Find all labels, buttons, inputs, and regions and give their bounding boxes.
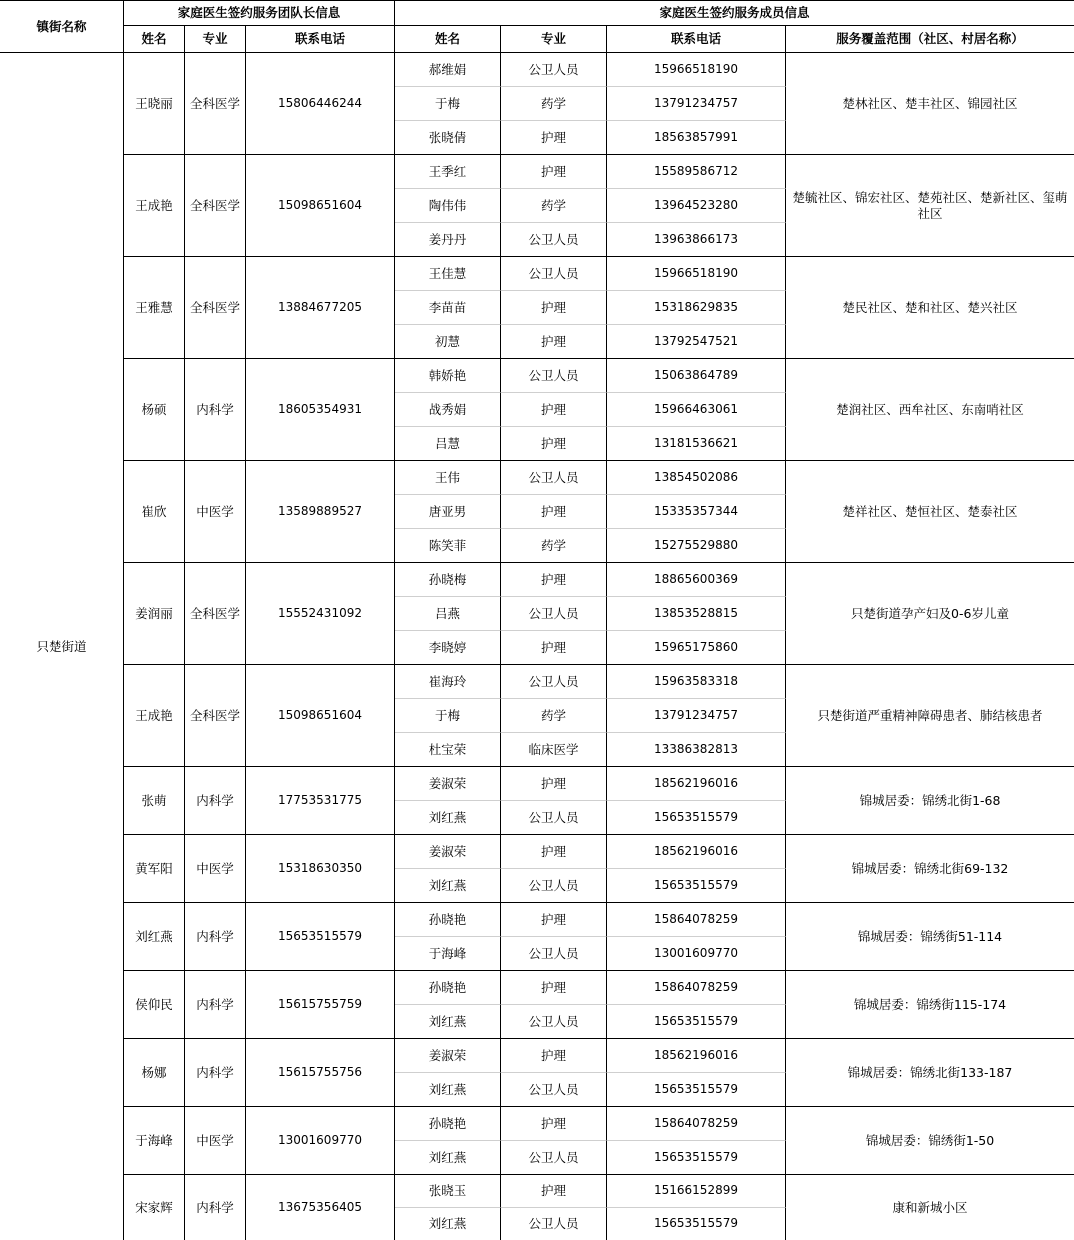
member-phone: 13181536621 [607, 427, 786, 461]
member-major: 公卫人员 [501, 223, 607, 257]
member-phone: 18562196016 [607, 767, 786, 801]
leader-name: 杨硕 [124, 359, 185, 461]
header-town: 镇街名称 [0, 0, 124, 53]
member-name: 王季红 [395, 155, 501, 189]
member-phone: 13001609770 [607, 937, 786, 971]
member-major: 护理 [501, 427, 607, 461]
member-name: 吕燕 [395, 597, 501, 631]
member-major: 护理 [501, 903, 607, 937]
leader-major: 全科医学 [185, 563, 246, 665]
member-phone: 15653515579 [607, 1208, 786, 1240]
member-major: 公卫人员 [501, 937, 607, 971]
coverage-area: 楚毓社区、锦宏社区、楚苑社区、楚新社区、玺萌社区 [786, 155, 1074, 257]
leader-major: 全科医学 [185, 665, 246, 767]
member-phone: 15864078259 [607, 903, 786, 937]
member-name: 孙晓梅 [395, 563, 501, 597]
member-name: 李晓婷 [395, 631, 501, 665]
member-name: 刘红燕 [395, 1141, 501, 1175]
leader-phone: 13001609770 [246, 1107, 395, 1175]
member-phone: 15318629835 [607, 291, 786, 325]
leader-major: 内科学 [185, 1175, 246, 1240]
header-member-major: 专业 [501, 26, 607, 53]
member-phone: 15966463061 [607, 393, 786, 427]
member-name: 姜淑荣 [395, 835, 501, 869]
leader-name: 宋家辉 [124, 1175, 185, 1240]
member-phone: 13964523280 [607, 189, 786, 223]
coverage-area: 锦城居委：锦绣北街133-187 [786, 1039, 1074, 1107]
leader-major: 中医学 [185, 461, 246, 563]
member-phone: 13792547521 [607, 325, 786, 359]
member-name: 刘红燕 [395, 1208, 501, 1240]
member-phone: 18865600369 [607, 563, 786, 597]
member-phone: 15966518190 [607, 53, 786, 87]
member-name: 吕慧 [395, 427, 501, 461]
coverage-area: 只楚街道孕产妇及0-6岁儿童 [786, 563, 1074, 665]
leader-major: 中医学 [185, 1107, 246, 1175]
coverage-area: 锦城居委：锦绣北街1-68 [786, 767, 1074, 835]
member-major: 护理 [501, 291, 607, 325]
member-phone: 15963583318 [607, 665, 786, 699]
leader-major: 全科医学 [185, 53, 246, 155]
member-name: 韩娇艳 [395, 359, 501, 393]
member-phone: 13791234757 [607, 87, 786, 121]
leader-phone: 15615755759 [246, 971, 395, 1039]
member-name: 陈笑菲 [395, 529, 501, 563]
leader-name: 侯仰民 [124, 971, 185, 1039]
member-major: 护理 [501, 767, 607, 801]
leader-phone: 18605354931 [246, 359, 395, 461]
leader-name: 姜润丽 [124, 563, 185, 665]
member-phone: 15966518190 [607, 257, 786, 291]
header-coverage: 服务覆盖范围（社区、村居名称） [786, 26, 1074, 53]
member-major: 公卫人员 [501, 665, 607, 699]
coverage-area: 康和新城小区 [892, 1199, 968, 1215]
member-phone: 15864078259 [607, 1107, 786, 1141]
member-name: 于梅 [395, 87, 501, 121]
leader-phone: 15653515579 [246, 903, 395, 971]
member-phone: 15653515579 [607, 869, 786, 903]
member-major: 护理 [501, 393, 607, 427]
member-major: 公卫人员 [501, 359, 607, 393]
header-member-group: 家庭医生签约服务成员信息 [395, 0, 1074, 26]
leader-phone: 15552431092 [246, 563, 395, 665]
member-major: 公卫人员 [501, 869, 607, 903]
member-name: 张晓倩 [395, 121, 501, 155]
member-name: 孙晓艳 [395, 903, 501, 937]
coverage-area: 楚林社区、楚丰社区、锦园社区 [786, 53, 1074, 155]
member-phone: 15063864789 [607, 359, 786, 393]
header-leader-name: 姓名 [124, 26, 185, 53]
header-leader-major: 专业 [185, 26, 246, 53]
coverage-area: 锦城居委：锦绣北街69-132 [786, 835, 1074, 903]
member-name: 刘红燕 [395, 1005, 501, 1039]
member-major: 公卫人员 [501, 597, 607, 631]
coverage-area: 锦城居委：锦绣街1-50 [786, 1107, 1074, 1175]
coverage-area: 楚润社区、西牟社区、东南哨社区 [786, 359, 1074, 461]
member-major: 护理 [501, 121, 607, 155]
coverage-area: 锦城居委：锦绣街51-114 [786, 903, 1074, 971]
leader-name: 张萌 [124, 767, 185, 835]
member-major: 护理 [501, 1039, 607, 1073]
coverage-area: 楚民社区、楚和社区、楚兴社区 [786, 257, 1074, 359]
member-phone: 15275529880 [607, 529, 786, 563]
leader-major: 内科学 [185, 971, 246, 1039]
member-major: 公卫人员 [501, 1073, 607, 1107]
leader-phone: 13884677205 [246, 257, 395, 359]
coverage-area: 只楚街道严重精神障碍患者、肺结核患者 [786, 665, 1074, 767]
leader-major: 中医学 [185, 835, 246, 903]
leader-name: 杨娜 [124, 1039, 185, 1107]
member-phone: 15589586712 [607, 155, 786, 189]
leader-phone: 15098651604 [246, 665, 395, 767]
leader-major: 全科医学 [185, 155, 246, 257]
member-name: 于海峰 [395, 937, 501, 971]
member-major: 护理 [501, 1107, 607, 1141]
member-major: 药学 [501, 189, 607, 223]
leader-name: 崔欣 [124, 461, 185, 563]
member-major: 公卫人员 [501, 461, 607, 495]
leader-name: 王成艳 [124, 665, 185, 767]
leader-name: 于海峰 [124, 1107, 185, 1175]
member-name: 刘红燕 [395, 801, 501, 835]
member-phone: 13963866173 [607, 223, 786, 257]
leader-major: 内科学 [185, 1039, 246, 1107]
member-major: 护理 [501, 631, 607, 665]
member-phone: 15653515579 [607, 1005, 786, 1039]
member-major: 护理 [501, 155, 607, 189]
leader-major: 全科医学 [185, 257, 246, 359]
member-name: 王佳慧 [395, 257, 501, 291]
coverage-area: 锦城居委：锦绣街115-174 [786, 971, 1074, 1039]
header-leader-group: 家庭医生签约服务团队长信息 [124, 0, 395, 26]
member-phone: 15864078259 [607, 971, 786, 1005]
member-major: 护理 [501, 563, 607, 597]
leader-name: 刘红燕 [124, 903, 185, 971]
member-phone: 18562196016 [607, 835, 786, 869]
member-phone: 13386382813 [607, 733, 786, 767]
member-phone: 15335357344 [607, 495, 786, 529]
member-name: 姜淑荣 [395, 1039, 501, 1073]
member-name: 战秀娟 [395, 393, 501, 427]
header-leader-phone: 联系电话 [246, 26, 395, 53]
leader-phone: 15098651604 [246, 155, 395, 257]
member-major: 护理 [501, 325, 607, 359]
member-name: 郝维娟 [395, 53, 501, 87]
member-phone: 18562196016 [607, 1039, 786, 1073]
town-name: 只楚街道 [0, 53, 124, 1240]
member-name: 姜丹丹 [395, 223, 501, 257]
member-major: 公卫人员 [501, 1208, 607, 1240]
member-major: 公卫人员 [501, 53, 607, 87]
leader-phone: 13675356405 [246, 1175, 395, 1240]
leader-name: 黄军阳 [124, 835, 185, 903]
member-major: 临床医学 [501, 733, 607, 767]
member-major: 护理 [501, 835, 607, 869]
member-name: 李苗苗 [395, 291, 501, 325]
member-major: 公卫人员 [501, 1005, 607, 1039]
member-name: 刘红燕 [395, 1073, 501, 1107]
leader-phone: 15615755756 [246, 1039, 395, 1107]
leader-phone: 15806446244 [246, 53, 395, 155]
member-major: 药学 [501, 699, 607, 733]
coverage-area: 楚祥社区、楚恒社区、楚泰社区 [786, 461, 1074, 563]
leader-major: 内科学 [185, 359, 246, 461]
member-name: 崔海玲 [395, 665, 501, 699]
member-major: 药学 [501, 529, 607, 563]
member-phone: 15653515579 [607, 801, 786, 835]
member-major: 护理 [501, 495, 607, 529]
member-phone: 13854502086 [607, 461, 786, 495]
leader-name: 王晓丽 [124, 53, 185, 155]
leader-name: 王成艳 [124, 155, 185, 257]
member-name: 初慧 [395, 325, 501, 359]
member-major: 护理 [501, 971, 607, 1005]
member-name: 于梅 [395, 699, 501, 733]
member-major: 公卫人员 [501, 1141, 607, 1175]
member-name: 姜淑荣 [395, 767, 501, 801]
member-phone: 13853528815 [607, 597, 786, 631]
member-name: 刘红燕 [395, 869, 501, 903]
member-phone: 13791234757 [607, 699, 786, 733]
member-phone: 15653515579 [607, 1073, 786, 1107]
member-phone: 15166152899 [607, 1175, 786, 1208]
member-name: 张晓玉 [395, 1175, 501, 1208]
member-phone: 15965175860 [607, 631, 786, 665]
member-major: 公卫人员 [501, 801, 607, 835]
leader-phone: 13589889527 [246, 461, 395, 563]
member-phone: 18563857991 [607, 121, 786, 155]
leader-major: 内科学 [185, 767, 246, 835]
member-phone: 15653515579 [607, 1141, 786, 1175]
member-name: 王伟 [395, 461, 501, 495]
leader-phone: 15318630350 [246, 835, 395, 903]
member-name: 杜宝荣 [395, 733, 501, 767]
member-name: 孙晓艳 [395, 971, 501, 1005]
leader-name: 王雅慧 [124, 257, 185, 359]
member-major: 药学 [501, 87, 607, 121]
leader-phone: 17753531775 [246, 767, 395, 835]
header-member-phone: 联系电话 [607, 26, 786, 53]
leader-major: 内科学 [185, 903, 246, 971]
member-name: 唐亚男 [395, 495, 501, 529]
member-name: 陶伟伟 [395, 189, 501, 223]
member-name: 孙晓艳 [395, 1107, 501, 1141]
header-member-name: 姓名 [395, 26, 501, 53]
member-major: 护理 [501, 1175, 607, 1208]
member-major: 公卫人员 [501, 257, 607, 291]
